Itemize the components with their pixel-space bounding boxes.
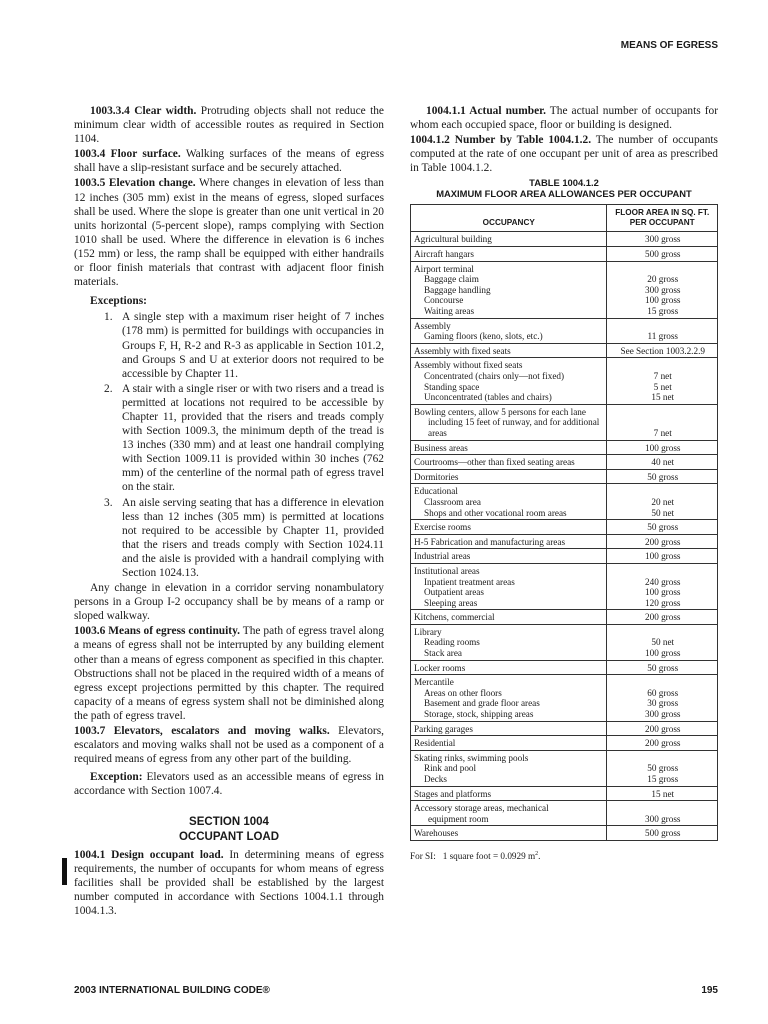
occupancy-subitem: Stack area (424, 648, 463, 659)
paragraph-1004-1-2 (410, 133, 718, 175)
subitem-value: 20 gross (647, 274, 679, 285)
occupancy-cell (411, 826, 607, 841)
table-row (411, 455, 718, 470)
floor-area-cell (607, 624, 718, 660)
occupancy-name: Business areas (414, 442, 468, 453)
occupancy-subitem: Classroom area (424, 496, 481, 507)
floor-area-cell (607, 826, 718, 841)
occupancy-subitem: Waiting areas (424, 306, 475, 317)
occupancy-name: Courtrooms—other than fixed seating areas (414, 457, 575, 468)
occupancy-name: Accessory storage areas, mechanical (414, 803, 549, 814)
row-value: 7 net (653, 427, 672, 438)
table-row (411, 624, 718, 660)
table-number: TABLE 1004.1.2 (529, 177, 599, 189)
exceptions-list (74, 310, 384, 580)
subitem-value: 20 net (651, 496, 675, 507)
occupancy-name: Mercantile (414, 677, 454, 688)
subitem-value: 100 gross (645, 587, 681, 598)
table-row (411, 660, 718, 675)
occupancy-cell (411, 660, 607, 675)
subitem-value: 120 gross (645, 597, 681, 608)
occupancy-subitem: Baggage claim (424, 274, 479, 285)
floor-area-cell (607, 247, 718, 262)
occupancy-subitem: Shops and other vocational room areas (424, 507, 567, 518)
exception-title: Exception: (90, 771, 143, 784)
column-header-occupancy: OCCUPANCY (411, 205, 607, 232)
row-value: 40 net (651, 457, 675, 468)
paragraph-1003-3-4 (74, 104, 384, 146)
paragraph-title: 1004.1.1 Actual number. (426, 105, 546, 117)
row-value: 300 gross (645, 234, 681, 245)
floor-area-cell (607, 534, 718, 549)
floor-area-cell (607, 404, 718, 440)
table-row (411, 343, 718, 358)
occupancy-subitem: Outpatient areas (424, 587, 484, 598)
occupancy-cell (411, 358, 607, 404)
footnote-label: For SI: (410, 851, 436, 862)
occupancy-subitem: Storage, stock, shipping areas (424, 709, 534, 720)
occupancy-cell (411, 675, 607, 721)
subitem-value: 50 net (651, 507, 675, 518)
occupancy-subitem: Concourse (424, 295, 464, 306)
row-value: 50 gross (647, 522, 679, 533)
occupancy-name: Assembly (414, 320, 451, 331)
paragraph-text: Elevators, escalators and moving walks shall not be used as a component of a required means of egress from any other part of the building. (74, 725, 384, 766)
occupancy-cell (411, 624, 607, 660)
table-row (411, 484, 718, 520)
floor-area-cell (607, 469, 718, 484)
occupancy-name: Stages and platforms (414, 788, 492, 799)
section-title: OCCUPANT LOAD (178, 830, 280, 843)
exception-text: A single step with a maximum riser height of 7 inches (178 mm) is permitted for buildings with occupancies in Groups F, H, R-2 and R-3 as applicable in Section 101.2, and Groups S and U at exterior doors not required to be accessible by Chapter 11. (122, 311, 384, 380)
revision-bar (62, 858, 67, 885)
table-row (411, 750, 718, 786)
occupancy-name-continued: areas (428, 427, 447, 438)
occupancy-cell (411, 261, 607, 318)
page-number: 195 (701, 985, 718, 996)
occupancy-subitem: Gaming floors (keno, slots, etc.) (424, 331, 543, 342)
occupancy-subitem: Rink and pool (424, 763, 477, 774)
floor-area-cell (607, 520, 718, 535)
occupancy-name: Kitchens, commercial (414, 612, 495, 623)
table-title: MAXIMUM FLOOR AREA ALLOWANCES PER OCCUPANT (436, 188, 692, 200)
occupancy-name: Agricultural building (414, 234, 492, 245)
floor-area-cell (607, 343, 718, 358)
paragraph-text: The actual number of occupants for whom each occupied space, floor or building is designed. (410, 105, 718, 132)
occupancy-cell (411, 404, 607, 440)
row-value: 50 gross (647, 662, 679, 673)
occupancy-name: Bowling centers, allow 5 persons for each lane (414, 406, 586, 417)
row-value: 100 gross (645, 442, 681, 453)
exception-number: 2. (104, 382, 113, 395)
occupancy-name: Library (414, 626, 442, 637)
exceptions-heading: Exceptions: (90, 295, 147, 308)
occupancy-cell (411, 750, 607, 786)
occupancy-subitem: Areas on other floors (424, 687, 502, 698)
occupancy-name: Parking garages (414, 723, 473, 734)
table-row (411, 549, 718, 564)
table-row (411, 826, 718, 841)
occupancy-subitem: Baggage handling (424, 284, 491, 295)
exception-item (74, 310, 384, 380)
subitem-value: 240 gross (645, 576, 681, 587)
subitem-value: 15 gross (647, 306, 679, 317)
occupancy-cell (411, 520, 607, 535)
subitem-value: 30 gross (647, 698, 679, 709)
occupancy-subitem: Sleeping areas (424, 597, 478, 608)
footnote-end: . (538, 851, 541, 862)
table-row (411, 534, 718, 549)
subitem-value: 300 gross (645, 709, 681, 720)
occupancy-cell (411, 534, 607, 549)
subitem-value: 11 gross (647, 331, 679, 342)
floor-area-cell (607, 318, 718, 343)
floor-area-cell (607, 440, 718, 455)
floor-area-cell (607, 358, 718, 404)
section-number: SECTION 1004 (189, 815, 269, 828)
row-value: 200 gross (645, 612, 681, 623)
occupancy-subitem: Decks (424, 774, 447, 784)
right-column (410, 104, 718, 864)
table-row (411, 675, 718, 721)
occupancy-cell (411, 440, 607, 455)
occupancy-name: H-5 Fabrication and manufacturing areas (414, 536, 566, 547)
paragraph-text: The number of occupants computed at the rate of one occupant per unit of area as prescribed in Table 1004.1.2. (410, 134, 718, 175)
occupancy-subitem: Basement and grade floor areas (424, 698, 540, 709)
floor-area-cell (607, 549, 718, 564)
occupancy-name: Warehouses (414, 828, 459, 839)
occupancy-cell (411, 563, 607, 609)
occupancy-cell (411, 343, 607, 358)
subitem-value: 100 gross (645, 648, 681, 659)
subitem-value: 5 net (653, 381, 672, 392)
occupancy-cell (411, 801, 607, 826)
row-value: 200 gross (645, 723, 681, 734)
subitem-value: 300 gross (645, 284, 681, 295)
footnote-text: 1 square foot = 0.0929 m (442, 851, 536, 862)
paragraph-1004-1-1 (410, 104, 718, 132)
row-value: 200 gross (645, 738, 681, 749)
paragraph-title: 1003.5 Elevation change. (74, 177, 196, 190)
occupancy-cell (411, 232, 607, 247)
exception-elevators (74, 770, 384, 798)
left-column (74, 104, 384, 919)
paragraph-title: 1003.4 Floor surface. (74, 148, 181, 161)
paragraph-title: 1003.7 Elevators, escalators and moving walks. (74, 725, 330, 738)
occupancy-cell (411, 469, 607, 484)
occupancy-name: Institutional areas (414, 565, 480, 576)
occupancy-name: Locker rooms (414, 662, 466, 673)
subitem-value: 50 net (651, 637, 675, 648)
paragraph-title: 1003.6 Means of egress continuity. (74, 625, 240, 638)
occupancy-subitem: Standing space (424, 381, 480, 392)
floor-area-cell (607, 721, 718, 736)
exception-text: Elevators used as an accessible means of egress in accordance with Section 1007.4. (74, 771, 384, 798)
row-value: 500 gross (645, 249, 681, 260)
occupancy-cell (411, 247, 607, 262)
occupancy-name-continued: equipment room (428, 813, 489, 824)
table-row (411, 801, 718, 826)
floor-area-cell (607, 660, 718, 675)
table-footnote (410, 847, 718, 863)
exception-text: A stair with a single riser or with two risers and a tread is permitted at locations not required to be accessible by Chapter 11, provided that the risers and treads comply with Section 1009.3, the minimum depth of the tread is 13 inches (330 mm) and at least one handrail complying with Section 1009.11 is provided within 30 inches (762 mm) of the centerline of the normal path of egress travel on the stair. (122, 382, 384, 494)
row-value: 300 gross (645, 813, 681, 824)
occupancy-name: Industrial areas (414, 551, 471, 562)
paragraph-1003-4 (74, 147, 384, 175)
exception-number: 1. (104, 311, 113, 324)
occupancy-cell (411, 736, 607, 751)
paragraph-text: Walking surfaces of the means of egress shall have a slip-resistant surface and be securely attached. (74, 148, 385, 175)
row-value: 50 gross (647, 471, 679, 482)
occupancy-subitem: Unconcentrated (tables and chairs) (424, 392, 552, 403)
occupancy-name: Residential (414, 738, 456, 749)
table-row (411, 358, 718, 404)
paragraph-text: Protruding objects shall not reduce the minimum clear width of accessible routes as required in Section 1104. (74, 105, 384, 146)
occupancy-name: Assembly with fixed seats (414, 345, 511, 356)
footer-title: 2003 INTERNATIONAL BUILDING CODE® (74, 985, 270, 996)
occupancy-subitem: Inpatient treatment areas (424, 576, 515, 587)
table-row (411, 786, 718, 801)
floor-area-cell (607, 736, 718, 751)
occupancy-subitem: Reading rooms (424, 637, 480, 648)
footnote-superscript: 2 (535, 850, 539, 857)
table-row (411, 520, 718, 535)
floor-area-cell (607, 261, 718, 318)
exception-number: 3. (104, 496, 113, 509)
floor-area-cell (607, 786, 718, 801)
paragraph-text: Where changes in elevation of less than 12 inches (305 mm) exist in the means of egress, sloped surfaces shall be used. Where the slope is greater than one unit vertical in 20 units horizontal (5-percent slope), ramps complying with Section 1010 shall be used. Where the difference in elevation is 6 inches (152 mm) or less, the ramp shall be equipped with either handrails or floor finish materials that contrast with adjacent floor finish materials. (74, 177, 384, 289)
table-row (411, 261, 718, 318)
paragraph-corridor-elevation: Any change in elevation in a corridor serving nonambulatory persons in a Group I-2 occupancy shall be by means of a ramp or sloped walkway. (74, 582, 384, 623)
occupancy-name: Assembly without fixed seats (414, 360, 523, 371)
occupancy-subitem: Concentrated (chairs only—not fixed) (424, 371, 565, 381)
paragraph-title: 1003.3.4 Clear width. (90, 105, 197, 117)
floor-area-cell (607, 455, 718, 470)
floor-area-cell (607, 232, 718, 247)
occupancy-cell (411, 549, 607, 564)
occupancy-cell (411, 455, 607, 470)
exception-item (74, 496, 384, 581)
row-value: 15 net (651, 788, 675, 799)
paragraph-1003-5 (74, 176, 384, 289)
floor-area-cell (607, 675, 718, 721)
occupancy-name: Skating rinks, swimming pools (414, 752, 529, 763)
occupancy-table (410, 204, 718, 841)
paragraph-1003-7 (74, 724, 384, 766)
floor-area-cell (607, 750, 718, 786)
row-value: 200 gross (645, 536, 681, 547)
table-row (411, 318, 718, 343)
subitem-value: 15 gross (647, 774, 679, 784)
floor-area-cell (607, 610, 718, 625)
occupancy-cell (411, 610, 607, 625)
subitem-value: 15 net (651, 392, 675, 403)
table-row (411, 736, 718, 751)
subitem-value: 60 gross (647, 687, 679, 698)
table-row (411, 440, 718, 455)
running-header: MEANS OF EGRESS (620, 40, 718, 51)
table-row (411, 610, 718, 625)
paragraph-1004-1 (74, 848, 384, 918)
floor-area-cell (607, 801, 718, 826)
floor-area-cell (607, 563, 718, 609)
occupancy-cell (411, 484, 607, 520)
table-caption (410, 177, 718, 199)
occupancy-cell (411, 318, 607, 343)
table-row (411, 232, 718, 247)
occupancy-cell (411, 786, 607, 801)
column-header-floor-area: FLOOR AREA IN SQ. FT. PER OCCUPANT (607, 205, 718, 232)
occupancy-cell (411, 721, 607, 736)
floor-area-cell (607, 484, 718, 520)
occupancy-name: Aircraft hangars (414, 249, 474, 260)
subitem-value: 50 gross (647, 763, 679, 774)
table-row (411, 721, 718, 736)
table-row (411, 563, 718, 609)
occupancy-name: Exercise rooms (414, 522, 471, 533)
paragraph-title: 1004.1.2 Number by Table 1004.1.2. (410, 134, 592, 147)
exception-text: An aisle serving seating that has a difference in elevation less than 12 inches (305 mm) is permitted at locations not required to be accessible by Chapter 11, provided that the risers and treads comply with Section 1024.11 and the aisle is provided with a handrail complying with Section 1024.13. (122, 496, 384, 579)
row-value: 100 gross (645, 551, 681, 562)
subitem-value: 7 net (653, 371, 672, 381)
occupancy-name: Airport terminal (414, 263, 474, 274)
paragraph-text: The path of egress travel along a means of egress shall not be interrupted by any building element other than a means of egress component as specified in this chapter. Obstructions shall not be placed in the required width of a means of egress except projections permitted by this chapter. The required capacity of a means of egress system shall not be diminished along the path of egress travel. (74, 625, 384, 722)
occupancy-name: Educational (414, 486, 458, 497)
row-value: 500 gross (645, 828, 681, 839)
row-value: See Section 1003.2.2.9 (620, 345, 705, 356)
subitem-value: 100 gross (645, 295, 681, 306)
paragraph-1003-6 (74, 624, 384, 723)
exception-item (74, 382, 384, 495)
paragraph-text: In determining means of egress requirements, the number of occupants for whom means of egress facilities shall be provided shall be established by the largest number computed in accordance with Sections 1004.1.1 through 1004.1.3. (74, 848, 384, 917)
section-heading (74, 815, 384, 845)
table-body (411, 232, 718, 841)
occupancy-name: Dormitories (414, 471, 459, 482)
paragraph-title: 1004.1 Design occupant load. (74, 848, 224, 861)
occupancy-name-continued: including 15 feet of runway, and for additional (428, 417, 600, 428)
table-header-row (411, 205, 718, 232)
table-row (411, 469, 718, 484)
table-row (411, 404, 718, 440)
table-row (411, 247, 718, 262)
